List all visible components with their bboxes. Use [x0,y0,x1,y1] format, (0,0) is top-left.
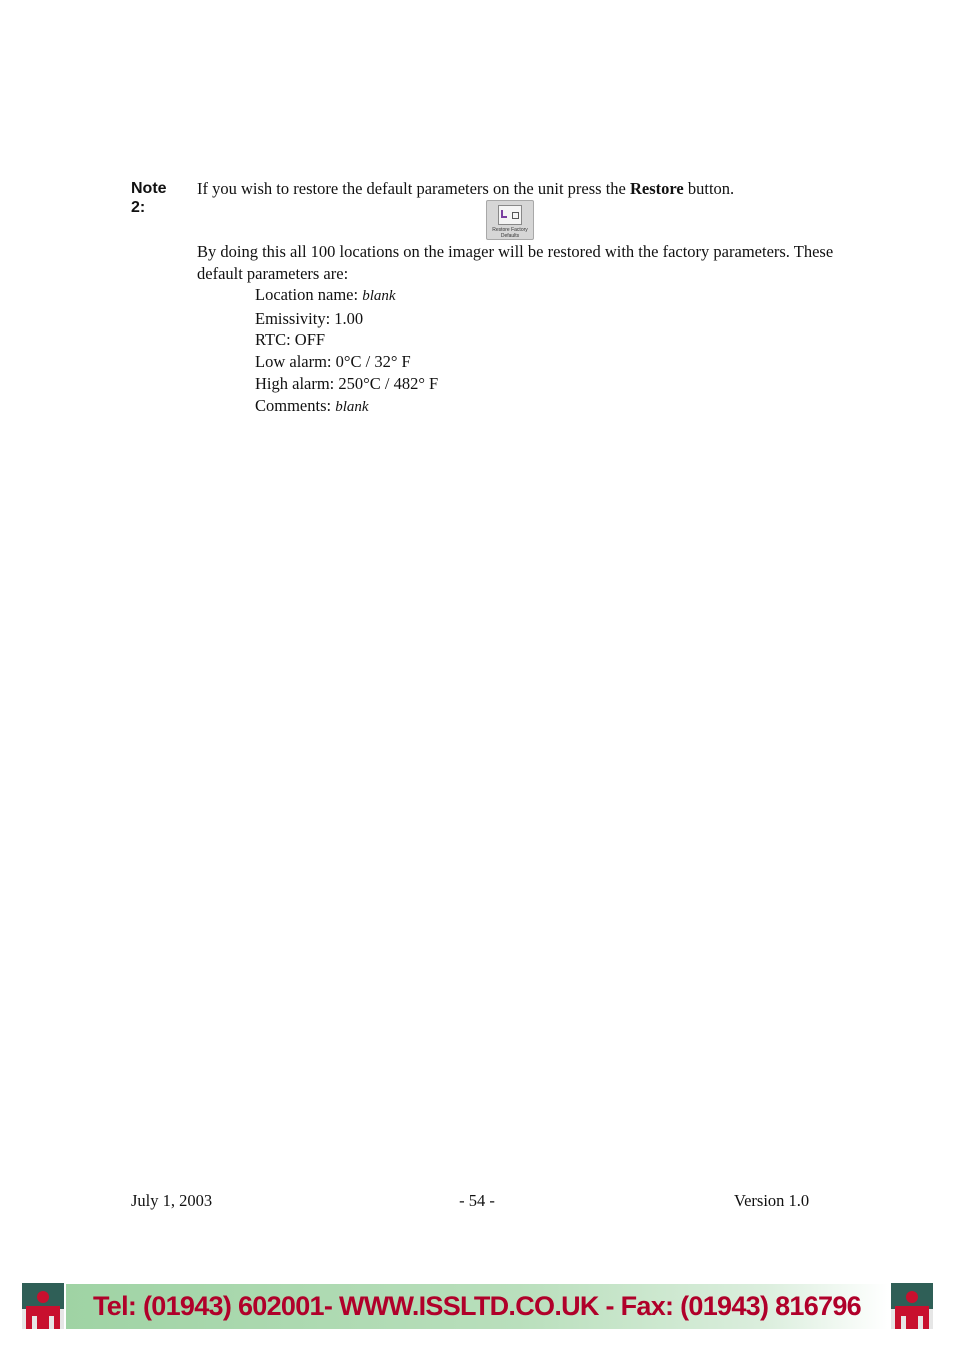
param-comments: Comments: blank [255,395,369,415]
footer-version: Version 1.0 [734,1191,810,1210]
param-value-blank: blank [362,288,396,304]
param-emissivity: Emissivity: 1.00 [255,308,364,328]
param-value-blank: blank [335,398,369,415]
restore-factory-defaults-button[interactable] [486,200,534,240]
intro-text-after: button. [683,179,735,198]
param-high-alarm: High alarm: 250°C / 482° F [255,373,439,393]
param-low-alarm: Low alarm: 0°C / 32° F [255,352,411,372]
default-parameters-list [255,284,438,418]
note-label: Note 2: [131,180,167,216]
intro-paragraph [197,178,734,200]
restore-button-caption: Restore Factory Defaults [492,227,528,239]
footer-page-number: - 54 - [459,1191,495,1210]
iss-logo-icon [22,1283,64,1329]
iss-logo-icon [891,1283,933,1329]
intro-text-before: If you wish to restore the default parameters on the unit press the [197,179,630,198]
contact-banner-text[interactable]: Tel: (01943) 602001- WWW.ISSLTD.CO.UK - Fax: (01943) 816796 [93,1291,861,1321]
footer-date: July 1, 2003 [131,1191,213,1210]
consequence-paragraph: By doing this all 100 locations on the imager will be restored with the factory parameters. These default parameters are: [197,242,834,283]
param-location-name: Location name: blank [255,285,396,304]
restore-icon [498,205,522,225]
param-rtc: RTC: OFF [255,330,326,350]
restore-word: Restore [630,179,684,198]
